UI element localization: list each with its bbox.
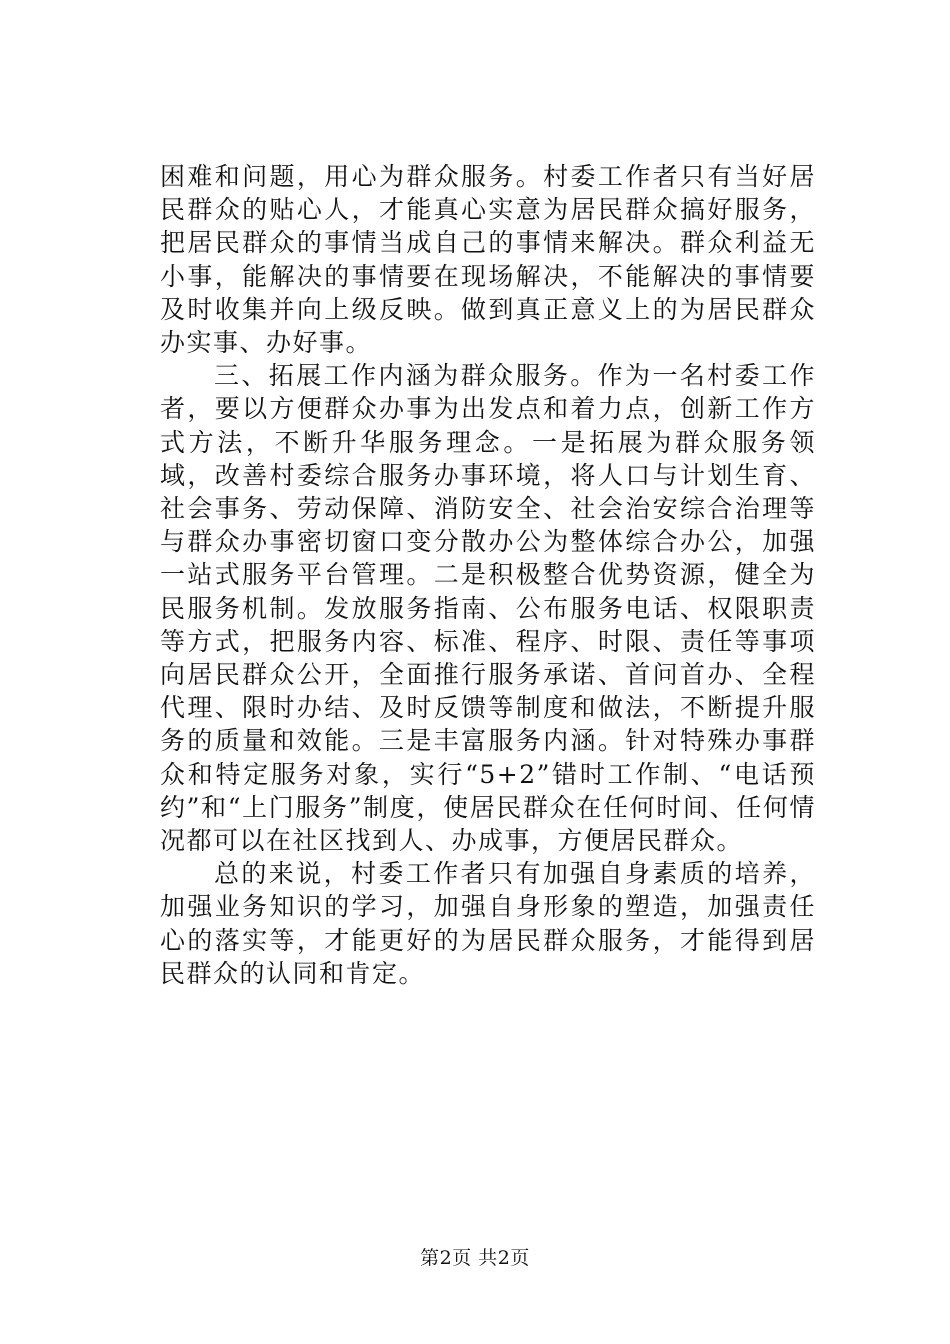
paragraph-section-three: 三、拓展工作内涵为群众服务。作为一名村委工作者，要以方便群众办事为出发点和着力点，创新工作方式方法，不断升华服务理念。一是拓展为群众服务领域，改善村委综合服务办事环境，将人口与计划生育、社会事务、劳动保障、消防安全、社会治安综合治理等与群众办事密切窗口变分散办公为整体综合办公，加强一站式服务平台管理。二是积极整合优势资源，健全为民服务机制。发放服务指南、公布服务电话、权限职责等方式，把服务内容、标准、程序、时限、责任等事项向居民群众公开，全面推行服务承诺、首问首办、全程代理、限时办结、及时反馈等制度和做法，不断提升服务的质量和效能。三是丰富服务内涵。针对特殊办事群众和特定服务对象，实行“5+2”错时工作制、“电话预约”和“上门服务”制度，使居民群众在任何时间、任何情况都可以在社区找到人、办成事，方便居民群众。	[160, 361, 816, 856]
page-number-footer: 第2页 共2页	[420, 1247, 530, 1269]
paragraph-conclusion: 总的来说，村委工作者只有加强自身素质的培养，加强业务知识的学习，加强自身形象的塑造，加强责任心的落实等，才能更好的为居民群众服务，才能得到居民群众的认同和肯定。	[160, 859, 816, 988]
document-body	[160, 160, 816, 990]
paragraph-continuation: 困难和问题，用心为群众服务。村委工作者只有当好居民群众的贴心人，才能真心实意为居民群众搞好服务，把居民群众的事情当成自己的事情来解决。群众利益无小事，能解决的事情要在现场解决，不能解决的事情要及时收集并向上级反映。做到真正意义上的为居民群众办实事、办好事。	[160, 162, 816, 358]
